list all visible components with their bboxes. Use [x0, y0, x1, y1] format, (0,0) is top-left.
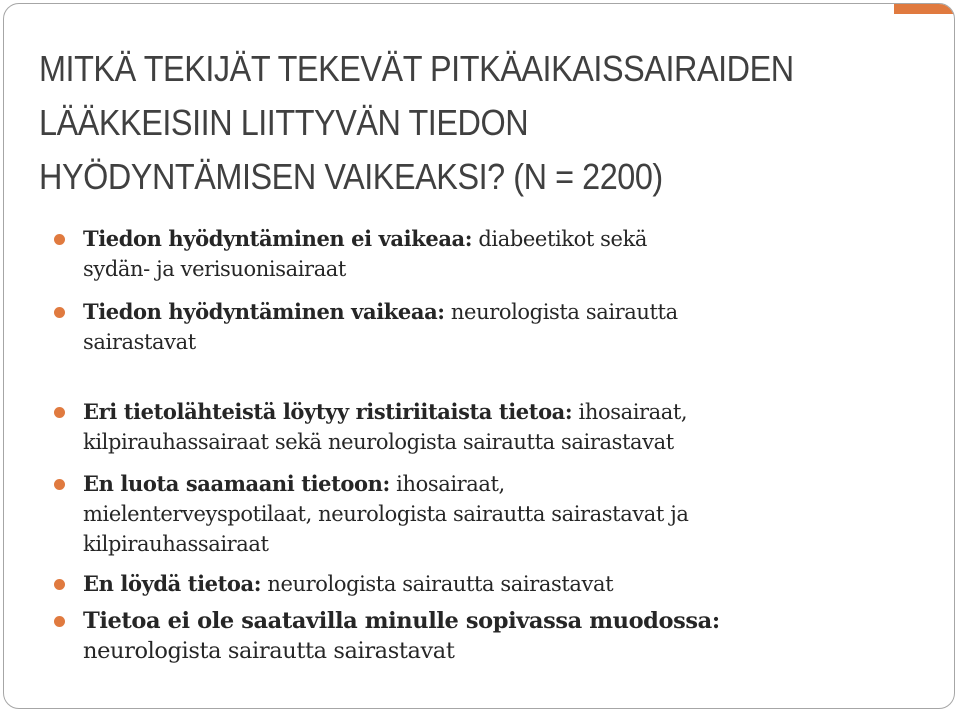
- bullet-line: kilpirauhassairaat: [83, 532, 269, 556]
- bullet-text: [83, 469, 688, 559]
- title-line: LÄÄKKEISIIN LIITTYVÄN TIEDON: [39, 102, 529, 143]
- bullet-dot-icon: [54, 234, 65, 245]
- bullet-dot-icon: [54, 479, 65, 490]
- bullet-line: [83, 297, 678, 327]
- bullet-bold-label: En löydä tietoa:: [83, 571, 262, 596]
- bullet-line: sydän- ja verisuonisairaat: [83, 257, 346, 281]
- corner-accent: [894, 4, 954, 14]
- bullet-dot-icon: [54, 407, 65, 418]
- bullet-line: [83, 397, 687, 427]
- bullet-bold-label: Eri tietolähteistä löytyy ristiriitaista tietoa:: [83, 399, 573, 424]
- bullet-dot-icon: [54, 616, 65, 627]
- bullet-dot-icon: [54, 307, 65, 318]
- bullet-rest: ihosairaat,: [572, 400, 688, 424]
- bullet-rest: neurologista sairautta: [444, 300, 678, 324]
- bullet-line: [83, 224, 647, 254]
- slide-title: [39, 42, 840, 204]
- title-line: MITKÄ TEKIJÄT TEKEVÄT PITKÄAIKAISSAIRAIDEN: [39, 48, 794, 89]
- title-line: HYÖDYNTÄMISEN VAIKEAKSI? (N = 2200): [39, 156, 663, 197]
- bullet-bold-label: Tiedon hyödyntäminen ei vaikeaa:: [83, 226, 473, 251]
- bullet-text: [83, 224, 647, 284]
- bullet-line: sairastavat: [83, 330, 196, 354]
- bullet-bold-label: Tiedon hyödyntäminen vaikeaa:: [83, 299, 445, 324]
- bullet-bold-label: En luota saamaani tietoon:: [83, 471, 390, 496]
- bullet-line: mielenterveyspotilaat, neurologista sairautta sairastavat ja: [83, 502, 689, 526]
- bullet-dot-icon: [54, 579, 65, 590]
- bullet-text: [83, 569, 613, 599]
- bullet-line: kilpirauhassairaat sekä neurologista sairautta sairastavat: [83, 430, 674, 454]
- bullet-text: [83, 297, 678, 357]
- bullet-text: [83, 606, 720, 666]
- bullet-line: neurologista sairautta sairastavat: [83, 638, 455, 664]
- slide: [3, 3, 955, 709]
- bullet-line: [83, 606, 720, 636]
- bullet-bold-label: Tietoa ei ole saatavilla minulle sopivassa muodossa:: [83, 608, 720, 634]
- bullet-line: [83, 469, 688, 499]
- bullet-rest: neurologista sairautta sairastavat: [261, 572, 614, 596]
- bullet-rest: ihosairaat,: [389, 472, 505, 496]
- bullet-rest: diabeetikot sekä: [472, 227, 648, 251]
- bullet-line: [83, 569, 613, 599]
- bullet-text: [83, 397, 687, 457]
